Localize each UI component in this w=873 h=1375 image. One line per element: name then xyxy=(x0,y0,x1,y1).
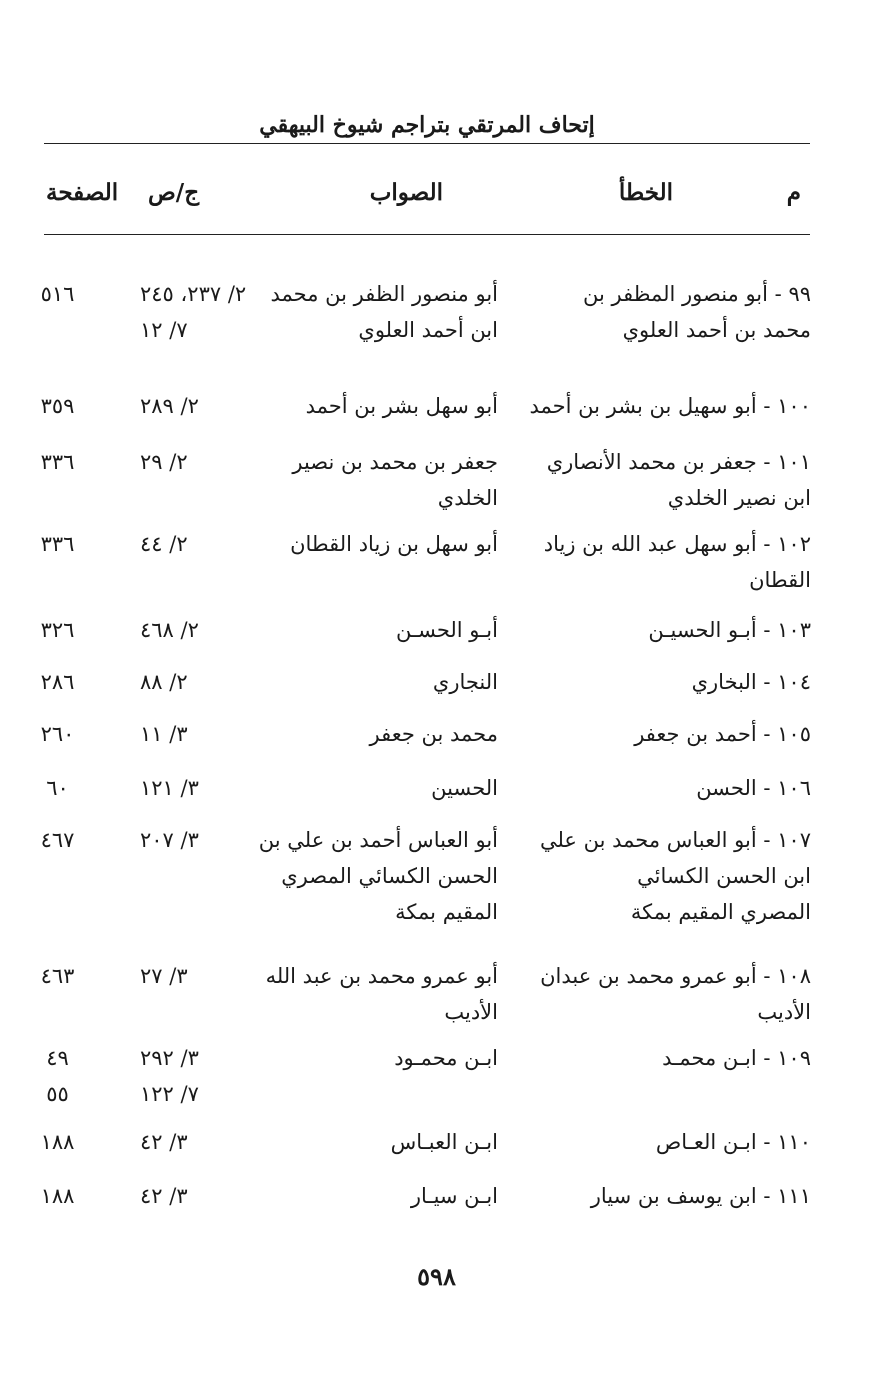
wrong-entry-line: ١١١ - ابن يوسف بن سيار xyxy=(590,1184,811,1208)
volume-page-ref xyxy=(140,444,250,480)
wrong-entry-line: القطان xyxy=(749,568,811,592)
wrong-entry xyxy=(526,1040,811,1076)
correct-entry xyxy=(258,664,498,700)
correct-entry-line: أبو العباس أحمد بن علي بن xyxy=(258,828,498,852)
volume-page-ref-line: ٢/ ٢٩ xyxy=(140,450,188,474)
running-header-title: إتحاف المرتقي بتراجم شيوخ البيهقي xyxy=(259,112,595,138)
volume-page-ref xyxy=(140,612,250,648)
volume-page-ref xyxy=(140,1040,250,1112)
wrong-entry-line: ١٠٩ - ابـن محمـد xyxy=(662,1046,811,1070)
volume-page-ref xyxy=(140,276,250,348)
correct-entry-line: الحسن الكسائي المصري xyxy=(281,864,498,888)
wrong-entry xyxy=(526,612,811,648)
correct-entry xyxy=(258,388,498,424)
volume-page-ref xyxy=(140,1124,250,1160)
wrong-entry-line: الأديب xyxy=(757,1000,811,1024)
volume-page-ref-line: ٣/ ٢٧ xyxy=(140,964,188,988)
column-header-volume-page: ج/ص xyxy=(148,179,200,206)
wrong-entry-line: ١٠٨ - أبو عمرو محمد بن عبدان xyxy=(540,964,811,988)
volume-page-ref-line: ٣/ ٤٢ xyxy=(140,1184,188,1208)
correct-entry-line: الأديب xyxy=(444,1000,498,1024)
volume-page-ref-line: ٧/ ١٢ xyxy=(140,318,188,342)
volume-page-ref-line: ٣/ ١١ xyxy=(140,722,188,746)
page-ref xyxy=(30,664,85,700)
wrong-entry-line: ١٠١ - جعفر بن محمد الأنصاري xyxy=(546,450,811,474)
correct-entry xyxy=(258,1124,498,1160)
wrong-entry-line: ابن نصير الخلدي xyxy=(667,486,811,510)
page-ref-line: ٣٢٦ xyxy=(40,618,75,642)
correct-entry-line: الخلدي xyxy=(437,486,498,510)
page-ref xyxy=(30,388,85,424)
volume-page-ref-line: ٢/ ٢٨٩ xyxy=(140,394,199,418)
wrong-entry-line: ١٠٢ - أبو سهل عبد الله بن زياد xyxy=(543,532,811,556)
correct-entry-line: أبو سهل بشر بن أحمد xyxy=(305,394,498,418)
volume-page-ref xyxy=(140,388,250,424)
volume-page-ref-line: ٢/ ٢٣٧، ٢٤٥ xyxy=(140,282,247,306)
page-ref xyxy=(30,1124,85,1160)
correct-entry xyxy=(258,276,498,348)
wrong-entry-line: ابن الحسن الكسائي xyxy=(637,864,811,888)
correct-entry xyxy=(258,526,498,562)
volume-page-ref-line: ٢/ ٨٨ xyxy=(140,670,188,694)
wrong-entry-line: المصري المقيم بمكة xyxy=(630,900,811,924)
correct-entry-line: ابـن سيـار xyxy=(410,1184,498,1208)
correct-entry-line: النجاري xyxy=(432,670,498,694)
wrong-entry xyxy=(526,1178,811,1214)
correct-entry-line: أبو منصور الظفر بن محمد xyxy=(270,282,498,306)
page-ref-line: ٦٠ xyxy=(46,776,69,800)
correct-entry xyxy=(258,958,498,1030)
wrong-entry-line: ١٠٦ - الحسن xyxy=(696,776,811,800)
wrong-entry-line: ٩٩ - أبو منصور المظفر بن xyxy=(583,282,811,306)
correct-entry xyxy=(258,1178,498,1214)
correct-entry xyxy=(258,612,498,648)
correct-entry xyxy=(258,1040,498,1076)
wrong-entry-line: محمد بن أحمد العلوي xyxy=(622,318,811,342)
correct-entry-line: أبـو الحسـن xyxy=(395,618,498,642)
page-ref-line: ١٨٨ xyxy=(40,1184,75,1208)
correct-entry-line: ابن أحمد العلوي xyxy=(358,318,498,342)
wrong-entry-line: ١٠٧ - أبو العباس محمد بن علي xyxy=(539,828,811,852)
correct-entry xyxy=(258,716,498,752)
page-ref xyxy=(30,1040,85,1112)
wrong-entry-line: ١٠٠ - أبو سهيل بن بشر بن أحمد xyxy=(529,394,811,418)
page-ref-line: ٢٨٦ xyxy=(40,670,75,694)
page-ref xyxy=(30,770,85,806)
wrong-entry-line: ١٠٣ - أبـو الحسيـن xyxy=(648,618,811,642)
wrong-entry xyxy=(526,444,811,516)
correct-entry xyxy=(258,444,498,516)
volume-page-ref-line: ٣/ ١٢١ xyxy=(140,776,199,800)
page-number: ٥٩٨ xyxy=(417,1262,456,1291)
volume-page-ref xyxy=(140,664,250,700)
page-ref-line: ٢٦٠ xyxy=(40,722,75,746)
wrong-entry xyxy=(526,822,811,930)
page-ref xyxy=(30,612,85,648)
wrong-entry-line: ١٠٥ - أحمد بن جعفر xyxy=(634,722,811,746)
columns-rule xyxy=(44,234,810,235)
wrong-entry xyxy=(526,526,811,598)
page-ref-line: ٣٣٦ xyxy=(40,532,75,556)
column-header-wrong: الخطأ xyxy=(618,179,673,206)
volume-page-ref xyxy=(140,1178,250,1214)
volume-page-ref-line: ٧/ ١٢٢ xyxy=(140,1082,199,1106)
page-ref-line: ٣٥٩ xyxy=(40,394,75,418)
wrong-entry xyxy=(526,958,811,1030)
wrong-entry xyxy=(526,1124,811,1160)
wrong-entry xyxy=(526,770,811,806)
page-ref xyxy=(30,716,85,752)
correct-entry xyxy=(258,822,498,930)
wrong-entry xyxy=(526,276,811,348)
volume-page-ref xyxy=(140,716,250,752)
page-ref xyxy=(30,1178,85,1214)
volume-page-ref xyxy=(140,958,250,994)
page-ref xyxy=(30,526,85,562)
page-ref xyxy=(30,444,85,480)
correct-entry-line: محمد بن جعفر xyxy=(369,722,498,746)
correct-entry-line: جعفر بن محمد بن نصير xyxy=(292,450,498,474)
volume-page-ref-line: ٣/ ٤٢ xyxy=(140,1130,188,1154)
correct-entry-line: الحسين xyxy=(431,776,498,800)
header-rule xyxy=(44,143,810,144)
correct-entry-line: المقيم بمكة xyxy=(395,900,498,924)
page-ref-line: ٤٩ xyxy=(46,1046,69,1070)
page-ref-line: ٣٣٦ xyxy=(40,450,75,474)
volume-page-ref-line: ٢/ ٤٦٨ xyxy=(140,618,199,642)
wrong-entry xyxy=(526,388,811,424)
volume-page-ref xyxy=(140,770,250,806)
volume-page-ref xyxy=(140,822,250,858)
wrong-entry-line: ١٠٤ - البخاري xyxy=(691,670,811,694)
correct-entry-line: ابـن العبـاس xyxy=(390,1130,498,1154)
wrong-entry xyxy=(526,664,811,700)
page-ref-line: ١٨٨ xyxy=(40,1130,75,1154)
page-ref xyxy=(30,958,85,994)
correct-entry xyxy=(258,770,498,806)
wrong-entry-line: ١١٠ - ابـن العـاص xyxy=(655,1130,811,1154)
page-ref-line: ٥٥ xyxy=(46,1082,69,1106)
volume-page-ref-line: ٣/ ٢٠٧ xyxy=(140,828,199,852)
page-ref-line: ٤٦٧ xyxy=(40,828,75,852)
column-header-number: م xyxy=(786,179,801,206)
wrong-entry xyxy=(526,716,811,752)
page-ref xyxy=(30,276,85,312)
volume-page-ref xyxy=(140,526,250,562)
page-ref xyxy=(30,822,85,858)
column-header-page: الصفحة xyxy=(46,179,119,206)
page-ref-line: ٤٦٣ xyxy=(40,964,75,988)
correct-entry-line: ابـن محمـود xyxy=(394,1046,498,1070)
correct-entry-line: أبو عمرو محمد بن عبد الله xyxy=(265,964,498,988)
page-ref-line: ٥١٦ xyxy=(40,282,75,306)
column-header-correct: الصواب xyxy=(369,179,443,206)
volume-page-ref-line: ٣/ ٢٩٢ xyxy=(140,1046,199,1070)
volume-page-ref-line: ٢/ ٤٤ xyxy=(140,532,188,556)
correct-entry-line: أبو سهل بن زياد القطان xyxy=(290,532,498,556)
